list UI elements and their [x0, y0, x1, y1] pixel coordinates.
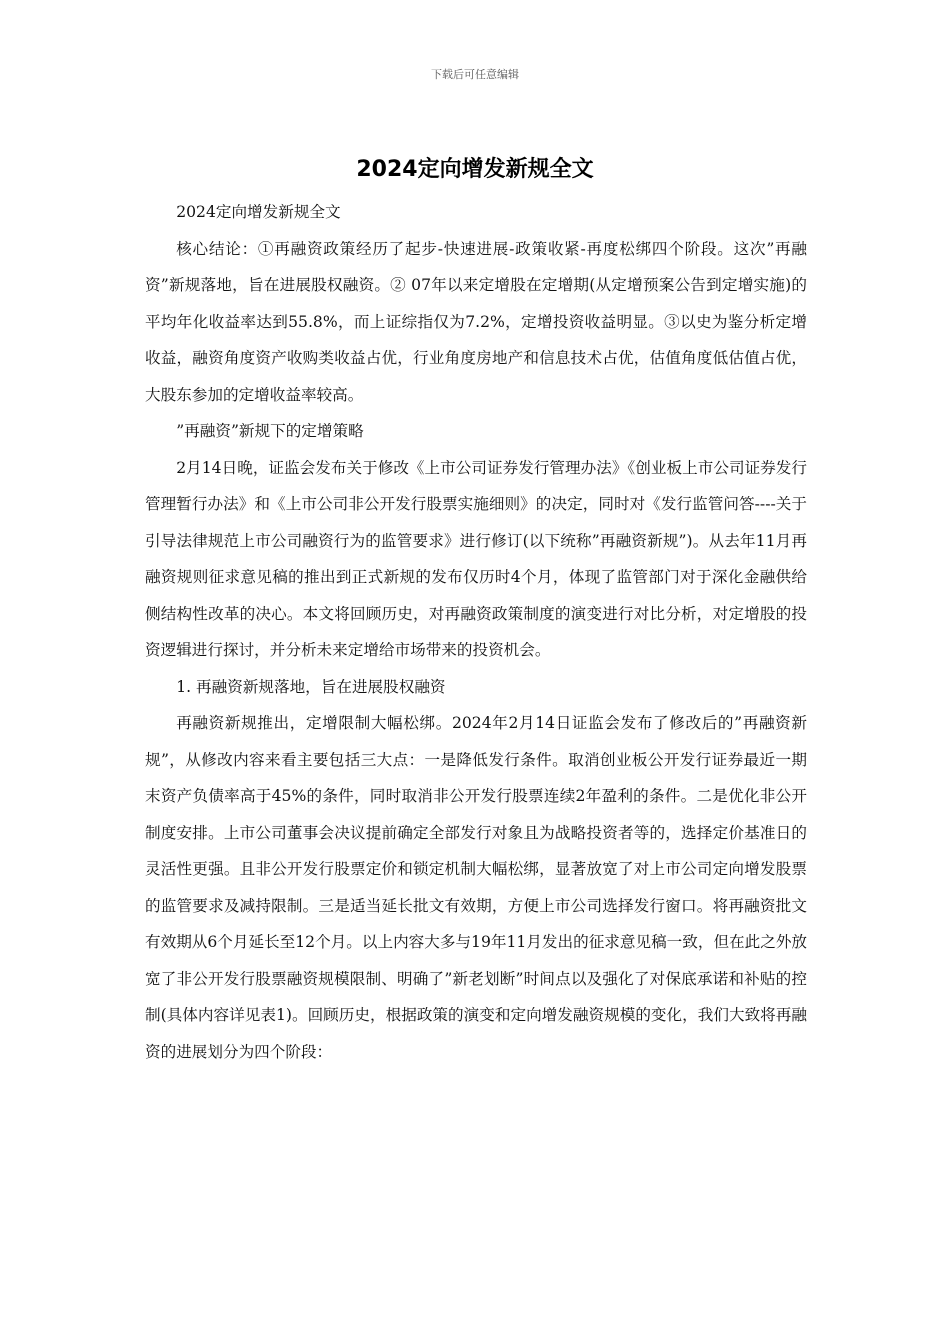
- paragraph-core-conclusion: 核心结论：①再融资政策经历了起步-快速进展-政策收紧-再度松绑四个阶段。这次”再融资”新规落地，旨在进展股权融资。② 07年以来定增股在定增期(从定增预案公告到定增实施)的平均年化收益率达到55.8%，而上证综指仅为7.2%，定增投资收益明显。③以史为鉴分析定增收益，融资角度资产收购类收益占优，行业角度房地产和信息技术占优，估值角度低估值占优，大股东参加的定增收益率较高。: [145, 239, 807, 404]
- document-body: [145, 194, 807, 1070]
- paragraph-subtitle: 2024定向增发新规全文: [176, 203, 341, 221]
- paragraph-announcement: 2月14日晚，证监会发布关于修改《上市公司证券发行管理办法》《创业板上市公司证券发行管理暂行办法》和《上市公司非公开发行股票实施细则》的决定，同时对《发行监管问答----关于引导法律规范上市公司融资行为的监管要求》进行修订(以下统称”再融资新规”)。从去年11月再融资规则征求意见稿的推出到正式新规的发布仅历时4个月，体现了监管部门对于深化金融供给侧结构性改革的决心。本文将回顾历史，对再融资政策制度的演变进行对比分析，对定增股的投资逻辑进行探讨，并分析未来定增给市场带来的投资机会。: [145, 458, 807, 659]
- section-heading-strategy: ”再融资”新规下的定增策略: [176, 422, 364, 440]
- paragraph-new-rules: 再融资新规推出，定增限制大幅松绑。2024年2月14日证监会发布了修改后的”再融资新规”，从修改内容来看主要包括三大点：一是降低发行条件。取消创业板公开发行证券最近一期末资产负债率高于45%的条件，同时取消非公开发行股票连续2年盈利的条件。二是优化非公开制度安排。上市公司董事会决议提前确定全部发行对象且为战略投资者等的，选择定价基准日的灵活性更强。且非公开发行股票定价和锁定机制大幅松绑，显著放宽了对上市公司定向增发股票的监管要求及减持限制。三是适当延长批文有效期，方便上市公司选择发行窗口。将再融资批文有效期从6个月延长至12个月。以上内容大多与19年11月发出的征求意见稿一致，但在此之外放宽了非公开发行股票融资规模限制、明确了”新老划断”时间点以及强化了对保底承诺和补贴的控制(具体内容详见表1)。回顾历史，根据政策的演变和定向增发融资规模的变化，我们大致将再融资的进展划分为四个阶段：: [145, 714, 808, 1061]
- header-note: 下载后可任意编辑: [431, 68, 519, 81]
- section-heading-1: 1. 再融资新规落地，旨在进展股权融资: [176, 677, 446, 696]
- document-title: 2024定向增发新规全文: [356, 157, 594, 182]
